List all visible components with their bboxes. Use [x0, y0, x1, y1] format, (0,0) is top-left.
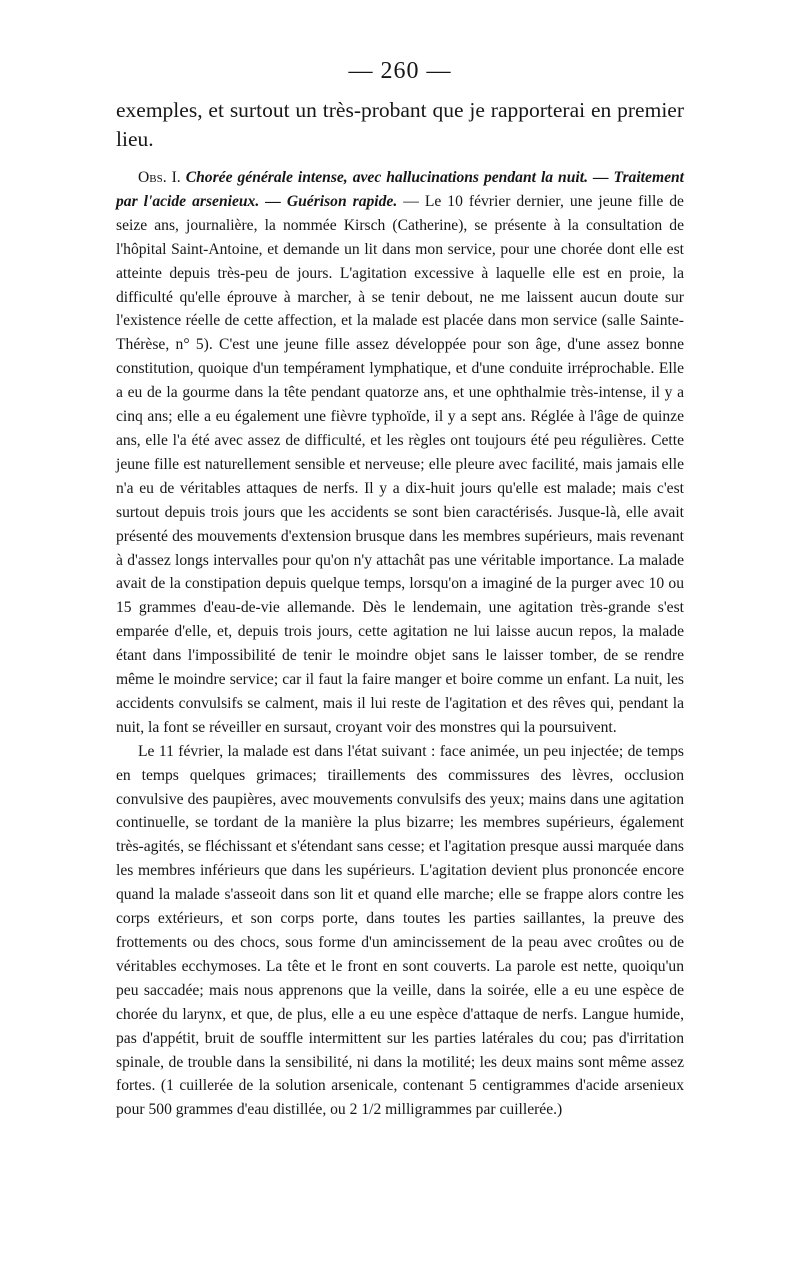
observation-body: — Le 10 février dernier, une jeune fille de seize ans, journalière, la nommée Kirsch (Catherine), se présente à la consultation de l'hôpital Saint-Antoine, et demande un lit dans mon service, pour une chorée dont elle est atteinte depuis très-peu de jours. L'agitation excessive à laquelle elle est en proie, la difficulté qu'elle éprouve à marcher, à se tenir debout, ne me laissent aucun doute sur l'existence réelle de cette affection, et la malade est placée dans mon service (salle Sainte-Thérèse, n° 5). C'est une jeune fille assez développée pour son âge, d'une assez bonne constitution, quoique d'un tempérament lymphatique, et d'une conduite irréprochable. Elle a eu de la gourme dans la tête pendant quatorze ans, et une ophthalmie très-intense, il y a cinq ans; elle a eu également une fièvre typhoïde, il y a sept ans. Réglée à l'âge de quinze ans, elle l'a été avec assez de difficulté, et les règles ont toujours été peu régulières. Cette jeune fille est naturellement sensible et nerveuse; elle pleure avec facilité, mais jamais elle n'a eu de véritables attaques de nerfs. Il y a dix-huit jours qu'elle est malade; mais c'est surtout depuis trois jours que les accidents se sont bien caractérisés. Jusque-là, elle avait présenté des mouvements d'extension brusque dans les membres supérieurs, mais revenant à d'assez longs intervalles pour qu'on n'y attachât pas une véritable importance. La malade avait de la constipation depuis quelque temps, lorsqu'on a imaginé de la purger avec 10 ou 15 grammes d'eau-de-vie allemande. Dès le lendemain, une agitation très-grande s'est emparée d'elle, et, depuis trois jours, cette agitation ne lui laisse aucun repos, la malade étant dans l'impossibilité de tenir le moindre objet sans le laisser tomber, de se rendre même le moindre service; car il faut la faire manger et boire comme un enfant. La nuit, les accidents convulsifs se calment, mais il lui reste de l'agitation et des rêves qui, pendant la nuit, la font se réveiller en sursaut, croyant voir des monstres qui la poursuivent.: [116, 192, 684, 736]
observation-label: Obs. I.: [138, 169, 181, 186]
book-page: [116, 56, 684, 1122]
lead-paragraph: exemples, et surtout un très-probant que je rapporterai en premier lieu.: [116, 98, 684, 151]
paragraph-clinical-state: Le 11 février, la malade est dans l'état suivant : face animée, un peu injectée; de temps en temps quelques grimaces; tiraillements des commissures des lèvres, occlusion convulsive des paupières, avec mouvements convulsifs des yeux; mains dans une agitation continuelle, se tordant de la manière la plus bizarre; les membres supérieurs, également très-agités, se fléchissant et s'étendant sans cesse; et l'agitation presque aussi marquée dans les membres inférieurs que dans les supérieurs. L'agitation devient plus prononcée encore quand la malade s'asseoit dans son lit et quand elle marche; elle se frappe alors contre les corps extérieurs, et son corps porte, dans toutes les parties saillantes, la preuve des frottements ou des chocs, sous forme d'un amincissement de la peau avec croûtes ou de véritables ecchymoses. La tête et le front en sont couverts. La parole est nette, quoiqu'un peu saccadée; mais nous apprenons que la veille, dans la soirée, elle a eu une espèce de chorée du larynx, et que, de plus, elle a eu une espèce d'attaque de nerfs. Langue humide, pas d'appétit, bruit de souffle intermittent sur les parties latérales du cou; pas d'irritation spinale, de trouble dans la sensibilité, ni dans la motilité; les deux mains sont même assez fortes. (1 cuillerée de la solution arsenicale, contenant 5 centigrammes d'acide arsenieux pour 500 grammes d'eau distillée, ou 2 1/2 milligrammes par cuillerée.): [116, 742, 684, 1119]
observation-paragraph: [116, 166, 684, 740]
page-number: — 260 —: [348, 58, 452, 84]
observation-title: Chorée générale intense, avec hallucinations pendant la nuit. — Traitement par l'acide arsenieux. — Guérison rapide.: [116, 169, 684, 210]
